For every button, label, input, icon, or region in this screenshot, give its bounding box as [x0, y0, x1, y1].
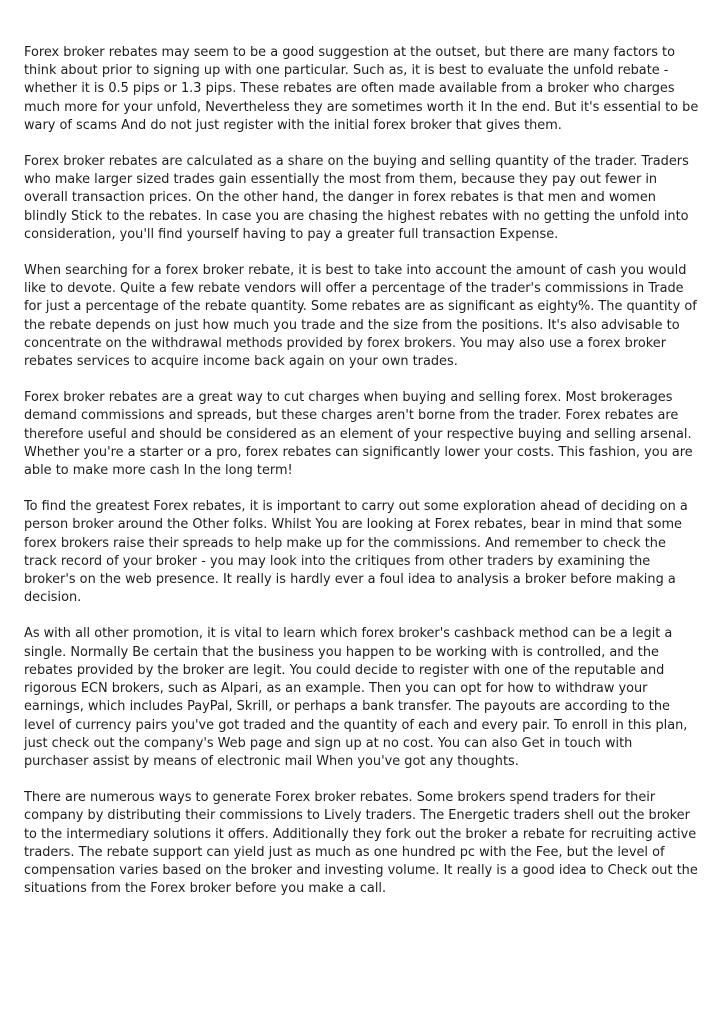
paragraph-6: As with all other promotion, it is vital to learn which forex broker's cashback method can be a legit a single. Normally Be certain that the business you happen to be working with is controlled, and the rebates provided by the broker are legit. You could decide to register with one of the reputable and rigorous ECN brokers, such as Alpari, as an example. Then you can opt for how to withdraw your earnings, which includes PayPal, Skrill, or perhaps a bank transfer. The payouts are according to the level of currency pairs you've got traded and the quantity of each and every pair. To enroll in this plan, just check out the company's Web page and sign up at no cost. You can also Get in touch with purchaser assist by means of electronic mail When you've got any thoughts.: [24, 626, 688, 769]
document-page: [24, 44, 700, 916]
paragraph-1: Forex broker rebates may seem to be a good suggestion at the outset, but there are many factors to think about prior to signing up with one particular. Such as, it is best to evaluate the unfold rebate - whether it is 0.5 pips or 1.3 pips. These rebates are often made available from a broker who charges much more for your unfold, Nevertheless they are sometimes worth it In the end. But it's essential to be wary of scams And do not just register with the initial forex broker that gives them.: [24, 45, 699, 133]
paragraph-5: To find the greatest Forex rebates, it is important to carry out some exploration ahead of deciding on a person broker around the Other folks. Whilst You are looking at Forex rebates, bear in mind that some forex brokers raise their spreads to help make up for the commissions. And remember to check the track record of your broker - you may look into the critiques from other traders by examining the broker's on the web presence. It really is hardly ever a foul idea to analysis a broker before making a decision.: [24, 499, 688, 606]
paragraph-3: When searching for a forex broker rebate, it is best to take into account the amount of cash you would like to devote. Quite a few rebate vendors will offer a percentage of the trader's commissions in Trade for just a percentage of the rebate quantity. Some rebates are as significant as eighty%. The quantity of the rebate depends on just how much you trade and the size from the positions. It's also advisable to concentrate on the withdrawal methods provided by forex brokers. You may also use a forex broker rebates services to acquire income back again on your own trades.: [24, 263, 697, 370]
paragraph-2: Forex broker rebates are calculated as a share on the buying and selling quantity of the trader. Traders who make larger sized trades gain essentially the most from them, because they pay out fewer in overall transaction prices. On the other hand, the danger in forex rebates is that men and women blindly Stick to the rebates. In case you are chasing the highest rebates with no getting the unfold into consideration, you'll find yourself having to pay a greater full transaction Expense.: [24, 154, 689, 242]
paragraph-4: Forex broker rebates are a great way to cut charges when buying and selling forex. Most brokerages demand commissions and spreads, but these charges aren't borne from the trader. Forex rebates are therefore useful and should be considered as an element of your respective buying and selling arsenal. Whether you're a starter or a pro, forex rebates can significantly lower your costs. This fashion, you are able to make more cash In the long term!: [24, 390, 693, 479]
paragraph-7: There are numerous ways to generate Forex broker rebates. Some brokers spend traders for their company by distributing their commissions to Lively traders. The Energetic traders shell out the broker to the intermediary solutions it offers. Additionally they fork out the broker a rebate for recruiting active traders. The rebate support can yield just as much as one hundred pc with the Fee, but the level of compensation varies based on the broker and investing volume. It really is a good idea to Check out the situations from the Forex broker before you make a call.: [24, 790, 698, 897]
